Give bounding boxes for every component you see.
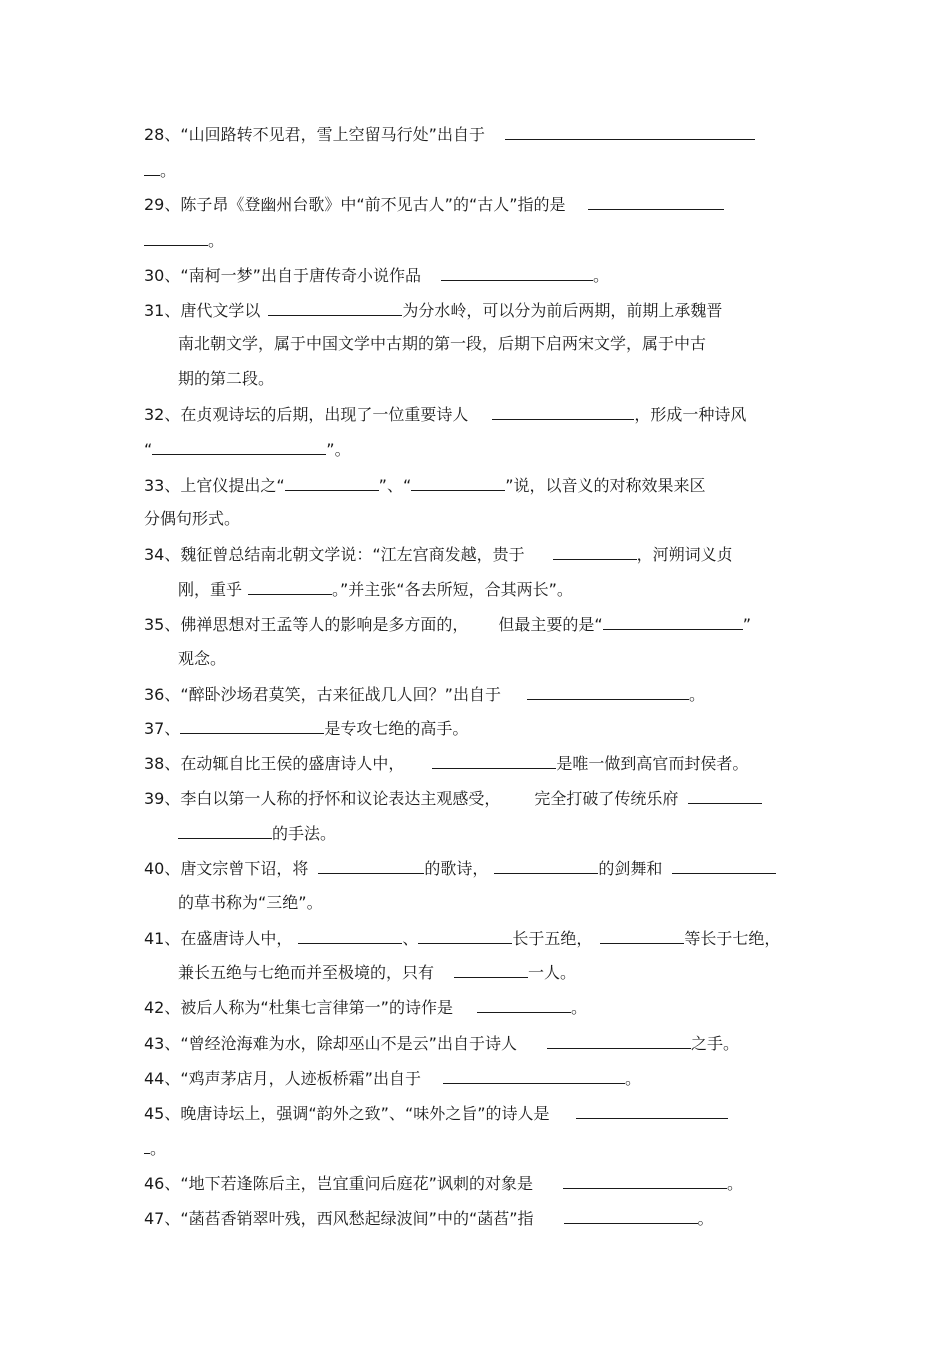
question-text: 的剑舞和 bbox=[598, 859, 663, 878]
question-text: ，形成一种诗风 bbox=[634, 405, 747, 424]
question-text: 的歌诗， bbox=[424, 859, 489, 878]
answer-blank[interactable] bbox=[318, 858, 424, 874]
question-40 bbox=[144, 858, 808, 879]
question-text: 。 bbox=[688, 685, 705, 704]
question-text: 刚，重乎 bbox=[178, 580, 243, 599]
question-number: 43、 bbox=[144, 1034, 181, 1053]
question-text: 在盛唐诗人中， bbox=[180, 929, 293, 948]
question-40-cont bbox=[178, 893, 842, 913]
question-text: 在贞观诗坛的后期，出现了一位重要诗人 bbox=[180, 405, 469, 424]
answer-blank[interactable] bbox=[553, 544, 637, 560]
question-43 bbox=[144, 1033, 808, 1054]
answer-blank[interactable] bbox=[547, 1033, 691, 1049]
question-31-cont bbox=[178, 334, 842, 354]
question-31 bbox=[144, 300, 808, 321]
question-number: 31、 bbox=[144, 301, 181, 320]
answer-blank[interactable] bbox=[492, 404, 634, 420]
question-47 bbox=[144, 1208, 808, 1229]
question-text: ”说，以音义的对称效果来区 bbox=[505, 476, 706, 495]
question-33-cont bbox=[144, 509, 808, 529]
question-number: 37、 bbox=[144, 719, 181, 738]
question-32-cont bbox=[144, 439, 808, 460]
question-text: 的草书称为“三绝”。 bbox=[178, 893, 323, 912]
answer-blank[interactable] bbox=[688, 788, 762, 804]
question-text: 。”并主张“各去所短，合其两长”。 bbox=[332, 580, 573, 599]
question-text: 。 bbox=[570, 998, 587, 1017]
question-text: 但最主要的是“ bbox=[498, 615, 603, 634]
question-33 bbox=[144, 475, 808, 496]
question-text: 兼长五绝与七绝而并至极境的，只有 bbox=[178, 963, 435, 982]
question-text: 唐代文学以 bbox=[180, 301, 261, 320]
question-38 bbox=[144, 753, 808, 774]
question-text: 分偶句形式。 bbox=[144, 509, 241, 528]
question-28-cont bbox=[144, 160, 808, 181]
question-29 bbox=[144, 194, 808, 215]
question-text: 佛禅思想对王孟等人的影响是多方面的， bbox=[180, 615, 469, 634]
question-35 bbox=[144, 614, 808, 635]
question-number: 41、 bbox=[144, 929, 181, 948]
answer-blank[interactable] bbox=[454, 962, 528, 978]
answer-blank[interactable] bbox=[411, 475, 505, 491]
question-28 bbox=[144, 124, 808, 145]
question-text: “山回路转不见君，雪上空留马行处”出自于 bbox=[180, 125, 485, 144]
answer-blank[interactable] bbox=[441, 265, 593, 281]
question-number: 35、 bbox=[144, 615, 181, 634]
question-number: 38、 bbox=[144, 754, 181, 773]
question-text: “地下若逢陈后主，岂宜重问后庭花”讽刺的对象是 bbox=[180, 1174, 533, 1193]
question-39-cont bbox=[178, 823, 842, 844]
question-text: 一人。 bbox=[528, 963, 577, 982]
answer-blank[interactable] bbox=[432, 753, 556, 769]
answer-blank[interactable] bbox=[477, 997, 571, 1013]
question-number: 30、 bbox=[144, 266, 181, 285]
question-text: 被后人称为“杜集七言律第一”的诗作是 bbox=[180, 998, 453, 1017]
question-34 bbox=[144, 544, 808, 565]
answer-blank[interactable] bbox=[603, 614, 743, 630]
question-number: 34、 bbox=[144, 545, 181, 564]
question-text: 的手法。 bbox=[272, 824, 337, 843]
question-text: “醉卧沙场君莫笑，古来征战几人回？”出自于 bbox=[180, 685, 501, 704]
answer-blank[interactable] bbox=[285, 475, 379, 491]
answer-blank[interactable] bbox=[152, 439, 326, 455]
question-text: 期的第二段。 bbox=[178, 369, 275, 388]
answer-blank[interactable] bbox=[588, 194, 724, 210]
question-text: 等长于七绝， bbox=[684, 929, 781, 948]
answer-blank[interactable] bbox=[144, 160, 160, 176]
answer-blank[interactable] bbox=[576, 1103, 728, 1119]
question-text: 。 bbox=[624, 1069, 641, 1088]
question-number: 47、 bbox=[144, 1209, 181, 1228]
question-text: 上官仪提出之“ bbox=[180, 476, 285, 495]
question-number: 42、 bbox=[144, 998, 181, 1017]
question-text: “鸡声茅店月，人迹板桥霜”出自于 bbox=[180, 1069, 421, 1088]
question-text: ，河朔词义贞 bbox=[636, 545, 733, 564]
answer-blank[interactable] bbox=[564, 1208, 698, 1224]
question-number: 46、 bbox=[144, 1174, 181, 1193]
question-text: ”。 bbox=[326, 440, 351, 459]
question-46 bbox=[144, 1173, 808, 1194]
question-text: “ bbox=[144, 440, 153, 459]
question-text: ” bbox=[742, 615, 751, 634]
question-44 bbox=[144, 1068, 808, 1089]
answer-blank[interactable] bbox=[298, 928, 402, 944]
answer-blank[interactable] bbox=[144, 230, 208, 246]
answer-blank[interactable] bbox=[672, 858, 776, 874]
question-text: 李白以第一人称的抒怀和议论表达主观感受， bbox=[180, 789, 501, 808]
question-37 bbox=[144, 718, 808, 739]
question-32 bbox=[144, 404, 808, 425]
answer-blank[interactable] bbox=[600, 928, 684, 944]
question-number: 29、 bbox=[144, 195, 181, 214]
question-41 bbox=[144, 928, 808, 949]
answer-blank[interactable] bbox=[180, 718, 324, 734]
question-text: 晚唐诗坛上，强调“韵外之致”、“味外之旨”的诗人是 bbox=[180, 1104, 550, 1123]
question-number: 39、 bbox=[144, 789, 181, 808]
question-31-cont bbox=[178, 369, 842, 389]
question-text: 是唯一做到高官而封侯者。 bbox=[556, 754, 749, 773]
question-number: 40、 bbox=[144, 859, 181, 878]
question-text: “南柯一梦”出自于唐传奇小说作品 bbox=[180, 266, 421, 285]
question-text: 是专攻七绝的高手。 bbox=[324, 719, 469, 738]
question-text: 。 bbox=[726, 1174, 743, 1193]
answer-blank[interactable] bbox=[494, 858, 598, 874]
question-text: 。 bbox=[208, 231, 225, 250]
question-text: “曾经沧海难为水，除却巫山不是云”出自于诗人 bbox=[180, 1034, 517, 1053]
question-text: 。 bbox=[697, 1209, 714, 1228]
question-text: 南北朝文学，属于中国文学中古期的第一段，后期下启两宋文学，属于中古 bbox=[178, 334, 707, 353]
question-text: 。 bbox=[592, 266, 609, 285]
answer-blank[interactable] bbox=[527, 684, 689, 700]
question-35-cont bbox=[178, 649, 842, 669]
answer-blank[interactable] bbox=[268, 300, 402, 316]
answer-blank[interactable] bbox=[418, 928, 512, 944]
question-45-cont bbox=[144, 1138, 808, 1159]
question-number: 28、 bbox=[144, 125, 181, 144]
question-text: 完全打破了传统乐府 bbox=[534, 789, 679, 808]
answer-blank[interactable] bbox=[563, 1173, 727, 1189]
question-text: “菡萏香销翠叶残，西风愁起绿波间”中的“菡萏”指 bbox=[180, 1209, 534, 1228]
question-29-cont bbox=[144, 230, 808, 251]
question-36 bbox=[144, 684, 808, 705]
question-text: 之手。 bbox=[690, 1034, 739, 1053]
answer-blank[interactable] bbox=[248, 579, 332, 595]
question-text: 长于五绝， bbox=[512, 929, 593, 948]
question-39 bbox=[144, 788, 808, 809]
question-text: 。 bbox=[160, 161, 177, 180]
question-number: 36、 bbox=[144, 685, 181, 704]
question-41-cont bbox=[178, 962, 842, 983]
question-text: 观念。 bbox=[178, 649, 227, 668]
question-text: 陈子昂《登幽州台歌》中“前不见古人”的“古人”指的是 bbox=[180, 195, 566, 214]
question-text: 魏征曾总结南北朝文学说：“江左宫商发越，贵于 bbox=[180, 545, 525, 564]
answer-blank[interactable] bbox=[443, 1068, 625, 1084]
question-number: 33、 bbox=[144, 476, 181, 495]
answer-blank[interactable] bbox=[178, 823, 272, 839]
question-45 bbox=[144, 1103, 808, 1124]
question-number: 45、 bbox=[144, 1104, 181, 1123]
answer-blank[interactable] bbox=[505, 124, 755, 140]
question-text: 为分水岭，可以分为前后两期，前期上承魏晋 bbox=[402, 301, 723, 320]
question-number: 32、 bbox=[144, 405, 181, 424]
question-42 bbox=[144, 997, 808, 1018]
question-34-cont bbox=[178, 579, 842, 600]
question-text: 在动辄自比王侯的盛唐诗人中， bbox=[180, 754, 405, 773]
question-text: 唐文宗曾下诏，将 bbox=[180, 859, 309, 878]
question-number: 44、 bbox=[144, 1069, 181, 1088]
question-text: 、 bbox=[402, 929, 419, 948]
question-30 bbox=[144, 265, 808, 286]
question-text: 。 bbox=[150, 1139, 167, 1158]
question-text: ”、“ bbox=[378, 476, 412, 495]
